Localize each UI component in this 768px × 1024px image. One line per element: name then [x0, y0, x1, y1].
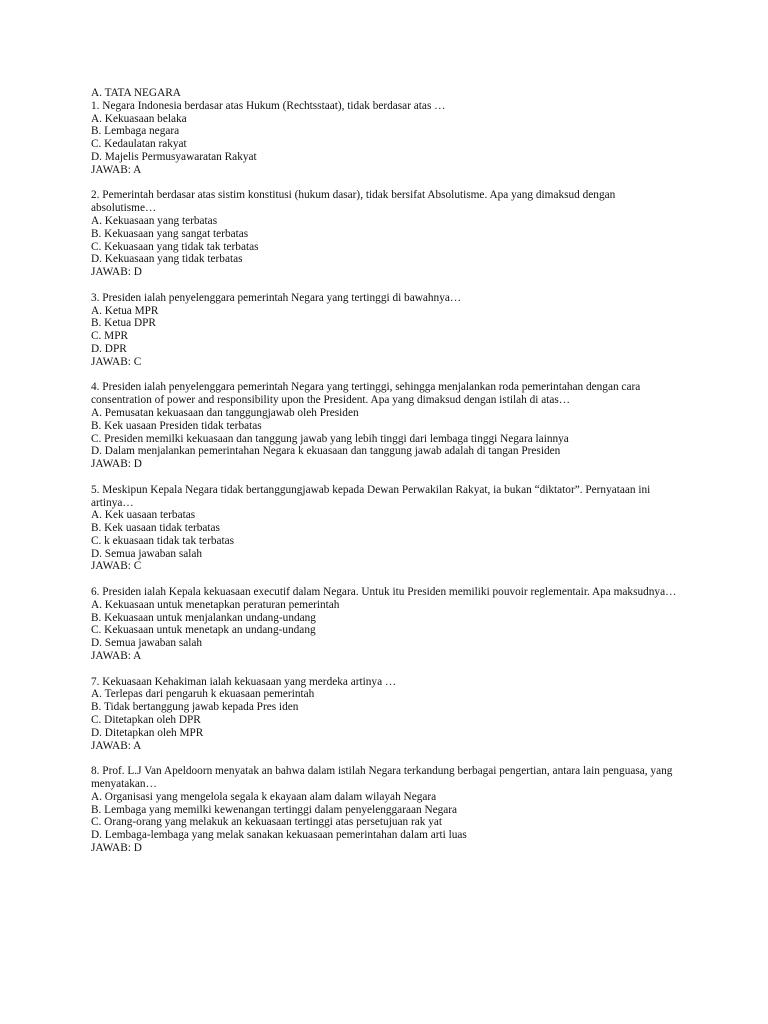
question-block [91, 676, 681, 753]
question-text: 5. Meskipun Kepala Negara tidak bertanggungjawab kepada Dewan Perwakilan Rakyat, ia bukan “diktator”. Pernyataan ini artinya… [91, 483, 651, 509]
option-b: B. Kekuasaan yang sangat terbatas [91, 227, 249, 240]
question-block [91, 381, 681, 471]
option-c: C. Kekuasaan yang tidak tak terbatas [91, 240, 259, 253]
question-text: 4. Presiden ialah penyelenggara pemerintah Negara yang tertinggi, sehingga menjalankan roda pemerintahan dengan cara consentration of power and responsibility upon the President. Apa yang dimaksud dengan istilah di atas… [91, 381, 641, 407]
answer: JAWAB: A [91, 163, 142, 176]
question-block [91, 292, 681, 369]
question-text: 7. Kekuasaan Kehakiman ialah kekuasaan yang merdeka artinya … [91, 675, 397, 688]
option-a: A. Kekuasaan untuk menetapkan peraturan pemerintah [91, 598, 340, 611]
option-a: A. Pemusatan kekuasaan dan tanggungjawab oleh Presiden [91, 406, 359, 419]
question-text: 3. Presiden ialah penyelenggara pemerintah Negara yang tertinggi di bawahnya… [91, 291, 462, 304]
answer: JAWAB: C [91, 355, 142, 368]
question-block [91, 586, 681, 663]
option-a: A. Kek uasaan terbatas [91, 509, 196, 522]
answer: JAWAB: A [91, 650, 142, 663]
option-d: D. Dalam menjalankan pemerintahan Negara k ekuasaan dan tanggung jawab adalah di tangan Presiden [91, 445, 561, 458]
option-a: A. Terlepas dari pengaruh k ekuasaan pemerintah [91, 688, 315, 701]
question-block [91, 100, 681, 177]
answer: JAWAB: C [91, 560, 142, 573]
option-c: C. Kedaulatan rakyat [91, 138, 187, 151]
option-a: A. Kekuasaan belaka [91, 112, 187, 125]
question-block [91, 189, 681, 279]
option-c: C. Kekuasaan untuk menetapk an undang-undang [91, 624, 316, 637]
option-b: B. Kekuasaan untuk menjalankan undang-undang [91, 611, 316, 624]
question-text: 1. Negara Indonesia berdasar atas Hukum (Rechtsstaat), tidak berdasar atas … [91, 99, 446, 112]
option-a: A. Organisasi yang mengelola segala k ekayaan alam dalam wilayah Negara [91, 790, 437, 803]
option-d: D. Majelis Permusyawaratan Rakyat [91, 150, 257, 163]
option-a: A. Ketua MPR [91, 304, 159, 317]
option-b: B. Kek uasaan tidak terbatas [91, 522, 220, 535]
section-title: A. TATA NEGARA [91, 87, 181, 99]
option-c: C. Orang-orang yang melakuk an kekuasaan tertinggi atas persetujuan rak yat [91, 816, 443, 829]
question-block [91, 765, 681, 855]
answer: JAWAB: D [91, 842, 142, 855]
question-text: 8. Prof. L.J Van Apeldoorn menyatak an bahwa dalam istilah Negara terkandung berbagai pengertian, antara lain penguasa, yang menyatakan… [91, 765, 673, 791]
question-block [91, 484, 681, 574]
answer: JAWAB: D [91, 266, 142, 279]
option-d: D. Kekuasaan yang tidak terbatas [91, 253, 243, 266]
answer: JAWAB: D [91, 458, 142, 471]
question-text: 6. Presiden ialah Kepala kekuasaan executif dalam Negara. Untuk itu Presiden memiliki pouvoir reglementair. Apa maksudnya… [91, 586, 677, 599]
option-d: D. Semua jawaban salah [91, 547, 203, 560]
option-d: D. Semua jawaban salah [91, 637, 203, 650]
option-d: D. Lembaga-lembaga yang melak sanakan kekuasaan pemerintahan dalam arti luas [91, 829, 467, 842]
question-text: 2. Pemerintah berdasar atas sistim konstitusi (hukum dasar), tidak bersifat Absolutisme. Apa yang dimaksud dengan absolutisme… [91, 189, 616, 215]
option-c: C. MPR [91, 330, 129, 343]
option-d: D. Ditetapkan oleh MPR [91, 726, 204, 739]
option-b: B. Kek uasaan Presiden tidak terbatas [91, 419, 262, 432]
option-b: B. Lembaga negara [91, 125, 180, 138]
option-d: D. DPR [91, 342, 127, 355]
option-c: C. Presiden memilki kekuasaan dan tanggung jawab yang lebih tinggi dari lembaga tinggi Negara lainnya [91, 432, 569, 445]
option-a: A. Kekuasaan yang terbatas [91, 214, 218, 227]
option-b: B. Tidak bertanggung jawab kepada Pres iden [91, 701, 299, 714]
option-b: B. Ketua DPR [91, 317, 156, 330]
option-b: B. Lembaga yang memilki kewenangan tertinggi dalam penyelenggaraan Negara [91, 803, 458, 816]
document-page [91, 87, 681, 868]
answer: JAWAB: A [91, 739, 142, 752]
option-c: C. Ditetapkan oleh DPR [91, 714, 201, 727]
option-c: C. k ekuasaan tidak tak terbatas [91, 534, 235, 547]
